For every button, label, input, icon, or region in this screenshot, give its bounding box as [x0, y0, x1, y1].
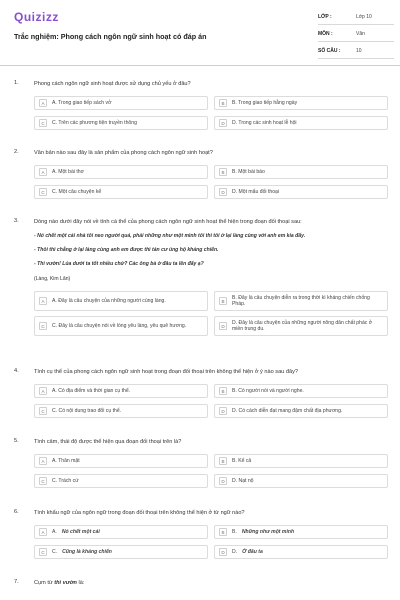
- meta-value: Văn: [356, 31, 365, 37]
- option-text: D. Trong các sinh hoạt lễ hội: [232, 119, 297, 126]
- quizizz-logo: Quizizz: [14, 10, 59, 24]
- option-a[interactable]: [34, 454, 208, 468]
- option-text: B. Có người nói và người nghe.: [232, 387, 304, 394]
- option-c[interactable]: [34, 404, 208, 418]
- meta-label: MÔN :: [318, 31, 333, 37]
- meta-label: LỚP :: [318, 14, 332, 20]
- option-letter: D: [219, 322, 227, 330]
- option-d[interactable]: [214, 404, 388, 418]
- option-d[interactable]: [214, 116, 388, 130]
- option-d[interactable]: [214, 316, 388, 336]
- dialogue-line: - Nó chết một cái nhà tôi neo người quá, phải những như một mình tôi thì tôi ở lại làng cùng với anh em kia đấy.: [34, 233, 306, 239]
- option-text: B. Kể cả: [232, 457, 252, 464]
- option-letter: B: [219, 99, 227, 107]
- option-b[interactable]: [214, 384, 388, 398]
- question-number: 4.: [14, 368, 19, 374]
- option-letter: A: [39, 387, 47, 395]
- option-letter: D: [219, 119, 227, 127]
- option-text: Những như một mình: [241, 528, 295, 535]
- option-text: A. Thân mật: [52, 457, 80, 464]
- question-text-prefix: Cụm từ: [34, 580, 55, 586]
- option-letter: C: [39, 322, 47, 330]
- option-letter: A: [39, 528, 47, 536]
- option-text: B. Trong giao tiếp hằng ngày: [232, 99, 298, 106]
- meta-row-class: [318, 10, 394, 25]
- option-letter: A: [39, 168, 47, 176]
- dialogue-line: - Thôi thì chẳng ở lại làng cùng anh em được thì tản cư ủng hộ kháng chiến.: [34, 247, 219, 253]
- option-prefix: A.: [52, 528, 57, 535]
- question-text: [34, 579, 384, 587]
- question-text: Tính khẩu ngữ của ngôn ngữ trong đoạn đối thoại trên không thể hiện ở từ ngữ nào?: [34, 510, 245, 516]
- question-number: 2.: [14, 149, 19, 155]
- question-number: 3.: [14, 218, 19, 224]
- meta-value: 10: [356, 48, 362, 54]
- option-letter: B: [219, 528, 227, 536]
- question-text: Tính cụ thể của phong cách ngôn ngữ sinh hoạt trong đoạn đối thoại trên không thể hiện ở ý nào sau đây?: [34, 369, 298, 375]
- option-text: B. Một bài báo: [232, 168, 265, 175]
- option-text: C. Có nội dung trao đổi cụ thể.: [52, 407, 122, 414]
- option-text: A. Một bài thơ: [52, 168, 84, 175]
- option-letter: D: [219, 188, 227, 196]
- option-prefix: C.: [52, 548, 58, 555]
- option-text: A. Trong giao tiếp sách vở: [52, 99, 112, 106]
- option-b[interactable]: [214, 454, 388, 468]
- option-text: D. Nạt nộ: [232, 477, 254, 484]
- option-letter: C: [39, 119, 47, 127]
- meta-row-subject: [318, 27, 394, 42]
- option-prefix: D.: [232, 548, 238, 555]
- option-c[interactable]: [34, 474, 208, 488]
- dialogue-line: - Thì vườn! Lúa dưới ta tốt nhiều chứ? Các ông bà ở đâu ta lên đấy ạ?: [34, 261, 204, 267]
- meta-box: [318, 10, 394, 61]
- option-letter: B: [219, 457, 227, 465]
- option-letter: C: [39, 188, 47, 196]
- meta-row-count: [318, 44, 394, 59]
- question-text: Tình cảm, thái độ được thể hiện qua đoạn đối thoại trên là?: [34, 439, 182, 445]
- option-text: D. Có cách diễn đạt mang đậm chất địa phương.: [232, 407, 343, 414]
- option-letter: D: [219, 407, 227, 415]
- question-number: 5.: [14, 438, 19, 444]
- worksheet-title: Trắc nghiệm: Phong cách ngôn ngữ sinh hoạt có đáp án: [14, 32, 207, 41]
- option-letter: B: [219, 297, 227, 305]
- option-letter: C: [39, 548, 47, 556]
- option-letter: B: [219, 387, 227, 395]
- option-prefix: B.: [232, 528, 237, 535]
- option-d[interactable]: [214, 185, 388, 199]
- option-d[interactable]: [214, 474, 388, 488]
- option-text: C. Trên các phương tiện truyền thông: [52, 119, 137, 126]
- option-text: Cũng là kháng chiến: [62, 548, 112, 555]
- question-text: Dòng nào dưới đây nói về tính cá thể của phong cách ngôn ngữ sinh hoạt thể hiện trong đoạn đối thoại sau:: [34, 219, 302, 225]
- option-letter: A: [39, 99, 47, 107]
- meta-value: Lớp 10: [356, 14, 372, 20]
- option-a[interactable]: [34, 96, 208, 110]
- option-text: Ở đâu ta: [242, 548, 263, 555]
- option-text: A. Có địa điểm và thời gian cụ thể.: [52, 387, 131, 394]
- question-text: Văn bản nào sau đây là sản phẩm của phong cách ngôn ngữ sinh hoạt?: [34, 150, 213, 156]
- option-c[interactable]: [34, 545, 208, 559]
- option-a[interactable]: [34, 525, 208, 539]
- option-a[interactable]: [34, 384, 208, 398]
- question-number: 1.: [14, 80, 19, 86]
- meta-label: SỐ CÂU :: [318, 48, 341, 54]
- option-text: B. Đây là câu chuyện diễn ra trong thời kì kháng chiến chống Pháp.: [232, 294, 370, 307]
- question-text-suffix: là:: [76, 580, 85, 586]
- option-b[interactable]: [214, 165, 388, 179]
- source-citation: (Làng, Kim Lân): [34, 276, 71, 282]
- option-letter: C: [39, 477, 47, 485]
- option-b[interactable]: [214, 96, 388, 110]
- option-text: Nó chết một cái: [61, 528, 100, 535]
- question-number: 7.: [14, 579, 19, 585]
- question-text-emphasis: thì vườn: [54, 580, 77, 586]
- option-text: A. Đây là câu chuyện của những người cùng làng.: [52, 297, 166, 304]
- worksheet-header: [0, 0, 400, 66]
- option-a[interactable]: [34, 291, 208, 311]
- option-c[interactable]: [34, 185, 208, 199]
- option-text: D. Một mẩu đối thoại: [232, 188, 279, 195]
- option-text: C. Đây là câu chuyện nói về lòng yêu làng, yêu quê hương.: [52, 322, 187, 329]
- option-letter: A: [39, 297, 47, 305]
- option-letter: D: [219, 477, 227, 485]
- question-number: 6.: [14, 509, 19, 515]
- option-text: D. Đây là câu chuyện của những người nông dân chất phác ở miền trung du.: [232, 319, 373, 332]
- option-letter: A: [39, 457, 47, 465]
- option-letter: C: [39, 407, 47, 415]
- option-b[interactable]: [214, 291, 388, 311]
- option-d[interactable]: [214, 545, 388, 559]
- option-letter: B: [219, 168, 227, 176]
- option-b[interactable]: [214, 525, 388, 539]
- option-a[interactable]: [34, 165, 208, 179]
- option-c[interactable]: [34, 116, 208, 130]
- option-text: C. Trách cứ: [52, 477, 79, 484]
- option-letter: D: [219, 548, 227, 556]
- question-text: Phong cách ngôn ngữ sinh hoạt được sử dụng chủ yếu ở đâu?: [34, 81, 191, 87]
- option-text: C. Một câu chuyện kể: [52, 188, 102, 195]
- option-c[interactable]: [34, 316, 208, 336]
